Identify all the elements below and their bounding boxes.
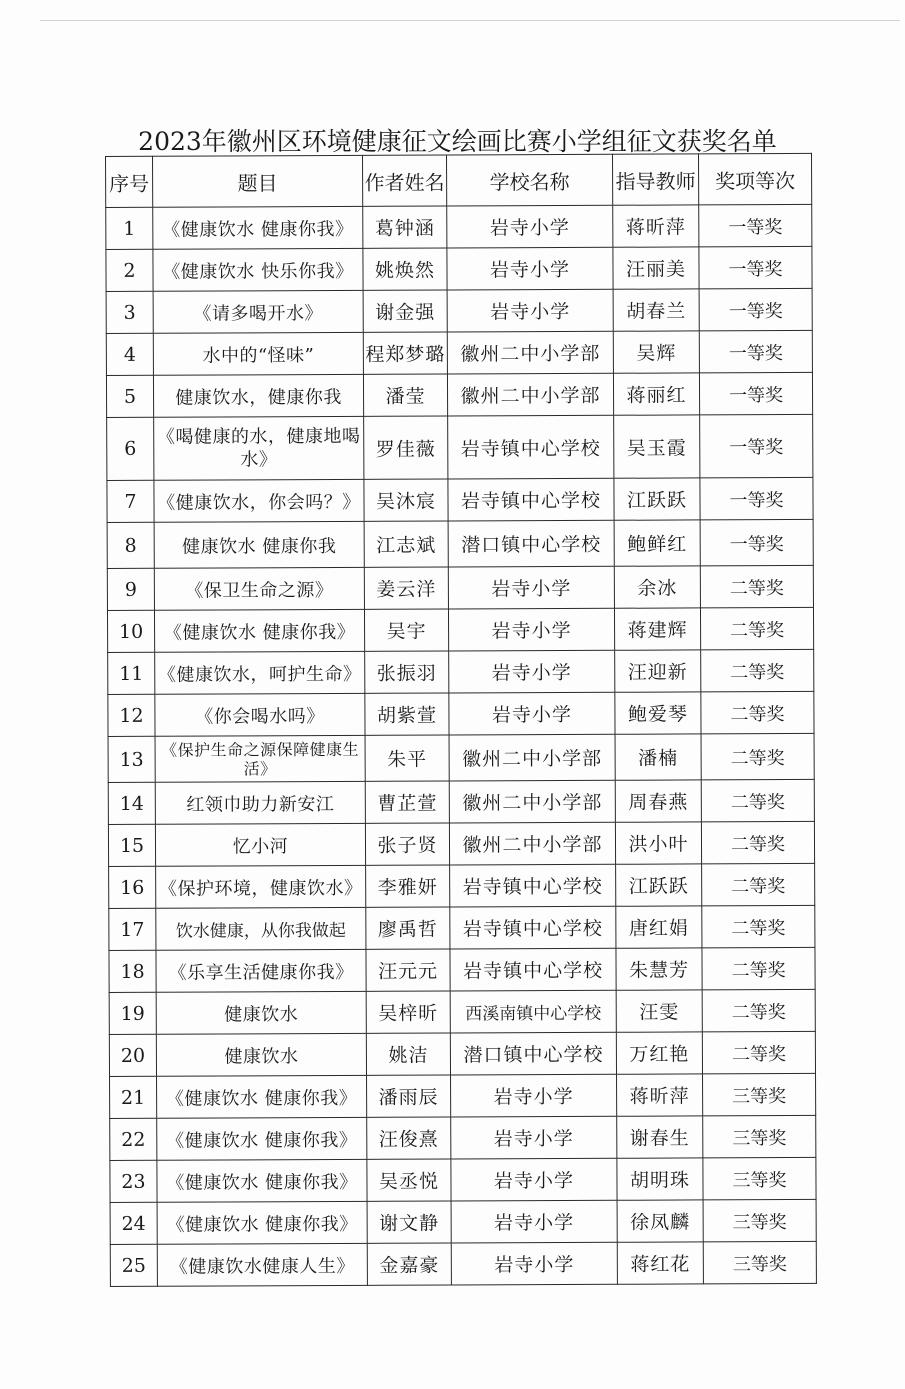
cell-author: 吴宇: [364, 609, 448, 651]
cell-teacher: 蒋建辉: [614, 608, 700, 650]
cell-topic: 《保护生命之源保障健康生活》: [155, 735, 365, 782]
table-row: [109, 947, 815, 992]
cell-topic: 健康饮水: [156, 991, 366, 1034]
header-author: 作者姓名: [362, 155, 446, 206]
header-school: 学校名称: [446, 154, 612, 206]
table-row: [107, 565, 813, 610]
cell-author: 罗佳薇: [364, 416, 448, 479]
cell-award: 一等奖: [700, 519, 813, 565]
table-row: [109, 863, 815, 908]
cell-seq: 9: [107, 568, 154, 610]
header-seq: 序号: [106, 156, 153, 207]
cell-school: 岩寺小学: [451, 1158, 617, 1201]
cell-topic: 红领巾助力新安江: [155, 781, 365, 824]
cell-author: 谢文静: [367, 1201, 451, 1243]
cell-seq: 13: [108, 736, 155, 782]
cell-seq: 24: [110, 1202, 157, 1244]
table-row: [110, 1241, 816, 1286]
cell-school: 岩寺小学: [451, 1116, 617, 1159]
table-row: [107, 414, 813, 480]
cell-author: 江志斌: [364, 521, 448, 567]
table-row: [106, 372, 812, 417]
cell-award: 三等奖: [703, 1073, 816, 1115]
cell-seq: 11: [108, 652, 155, 694]
cell-author: 姜云洋: [364, 567, 448, 609]
cell-author: 胡紫萱: [365, 693, 449, 735]
cell-award: 二等奖: [700, 565, 813, 607]
cell-seq: 1: [106, 207, 153, 249]
cell-topic: 《健康饮水，呵护生命》: [155, 651, 365, 694]
cell-topic: 《健康饮水 健康你我》: [157, 1075, 367, 1118]
cell-seq: 7: [107, 480, 154, 522]
table-row: [106, 330, 812, 375]
cell-school: 西溪南镇中心学校: [450, 990, 616, 1033]
cell-author: 汪元元: [366, 949, 450, 991]
cell-author: 谢金强: [363, 290, 447, 332]
cell-author: 李雅妍: [366, 865, 450, 907]
cell-seq: 8: [107, 522, 154, 568]
cell-teacher: 潘楠: [615, 734, 701, 780]
table-row: [108, 649, 814, 694]
cell-school: 岩寺小学: [447, 247, 613, 290]
cell-teacher: 徐凤麟: [617, 1200, 703, 1242]
table-row: [110, 1073, 816, 1118]
cell-seq: 15: [108, 824, 155, 866]
cell-award: 一等奖: [700, 414, 813, 477]
cell-school: 徽州二中小学部: [449, 780, 615, 823]
cell-topic: 《喝健康的水，健康地喝水》: [154, 416, 364, 480]
cell-school: 徽州二中小学部: [449, 822, 615, 865]
cell-award: 三等奖: [703, 1199, 816, 1241]
cell-author: 姚焕然: [363, 248, 447, 290]
cell-teacher: 鲍爱琴: [615, 692, 701, 734]
cell-teacher: 胡春兰: [613, 289, 699, 331]
scan-edge-line: [40, 20, 900, 21]
cell-award: 二等奖: [702, 947, 815, 989]
cell-seq: 17: [109, 908, 156, 950]
cell-topic: 《健康饮水 健康你我》: [157, 1159, 367, 1202]
table-header-row: [106, 153, 812, 207]
cell-teacher: 汪迎新: [615, 650, 701, 692]
cell-school: 岩寺镇中心学校: [450, 948, 616, 991]
cell-award: 二等奖: [702, 905, 815, 947]
cell-award: 二等奖: [702, 863, 815, 905]
cell-seq: 20: [109, 1034, 156, 1076]
header-award: 奖项等次: [698, 153, 811, 204]
cell-teacher: 吴辉: [613, 331, 699, 373]
cell-seq: 25: [110, 1244, 157, 1286]
cell-teacher: 汪丽美: [613, 247, 699, 289]
table-row: [109, 1031, 815, 1076]
table-row: [109, 989, 815, 1034]
cell-seq: 14: [108, 782, 155, 824]
cell-teacher: 汪雯: [616, 990, 702, 1032]
cell-seq: 12: [108, 694, 155, 736]
cell-seq: 18: [109, 950, 156, 992]
cell-author: 潘莹: [363, 374, 447, 416]
cell-school: 岩寺小学: [451, 1242, 617, 1285]
cell-award: 一等奖: [699, 288, 812, 330]
cell-award: 二等奖: [701, 821, 814, 863]
cell-author: 姚洁: [366, 1033, 450, 1075]
cell-school: 徽州二中小学部: [447, 331, 613, 374]
cell-author: 张振羽: [365, 651, 449, 693]
cell-award: 三等奖: [703, 1157, 816, 1199]
cell-teacher: 蒋昕萍: [617, 1074, 703, 1116]
cell-school: 徽州二中小学部: [449, 734, 615, 781]
cell-teacher: 吴玉霞: [614, 415, 700, 478]
cell-topic: 《保卫生命之源》: [154, 567, 364, 610]
cell-award: 二等奖: [701, 649, 814, 691]
cell-school: 岩寺小学: [451, 1074, 617, 1117]
cell-teacher: 蒋红花: [617, 1242, 703, 1284]
table-row: [110, 1157, 816, 1202]
cell-topic: 健康饮水 健康你我: [154, 521, 364, 568]
table-row: [108, 821, 814, 866]
cell-author: 张子贤: [365, 823, 449, 865]
cell-school: 岩寺镇中心学校: [450, 906, 616, 949]
cell-author: 潘雨辰: [367, 1075, 451, 1117]
cell-topic: 水中的“怪味”: [153, 332, 363, 375]
cell-teacher: 万红艳: [616, 1032, 702, 1074]
cell-teacher: 蒋昕萍: [613, 205, 699, 247]
cell-school: 岩寺小学: [447, 205, 613, 248]
cell-topic: 《健康饮水 健康你我》: [153, 206, 363, 249]
cell-topic: 《健康饮水健康人生》: [157, 1243, 367, 1286]
cell-author: 吴丞悦: [367, 1159, 451, 1201]
cell-award: 一等奖: [699, 330, 812, 372]
cell-award: 一等奖: [699, 372, 812, 414]
table-row: [107, 477, 813, 522]
cell-author: 葛钟涵: [363, 206, 447, 248]
cell-teacher: 蒋丽红: [613, 373, 699, 415]
cell-teacher: 余冰: [614, 566, 700, 608]
cell-award: 二等奖: [700, 607, 813, 649]
cell-school: 岩寺镇中心学校: [448, 478, 614, 521]
cell-topic: 《健康饮水 健康你我》: [157, 1201, 367, 1244]
cell-topic: 饮水健康，从你我做起: [156, 907, 366, 950]
cell-author: 汪俊熹: [367, 1117, 451, 1159]
cell-award: 二等奖: [701, 779, 814, 821]
cell-teacher: 洪小叶: [615, 822, 701, 864]
cell-school: 岩寺小学: [447, 289, 613, 332]
cell-school: 岩寺小学: [448, 608, 614, 651]
table-row: [110, 1115, 816, 1160]
cell-award: 一等奖: [700, 477, 813, 519]
header-teacher: 指导教师: [612, 154, 698, 205]
awards-table: [105, 153, 817, 1287]
cell-teacher: 胡明珠: [617, 1158, 703, 1200]
cell-school: 潜口镇中心学校: [450, 1032, 616, 1075]
cell-award: 一等奖: [699, 204, 812, 246]
cell-topic: 《乐享生活健康你我》: [156, 949, 366, 992]
cell-topic: 《健康饮水 健康你我》: [154, 609, 364, 652]
cell-seq: 5: [106, 375, 153, 417]
cell-topic: 健康饮水，健康你我: [153, 374, 363, 417]
cell-teacher: 谢春生: [617, 1116, 703, 1158]
table-row: [108, 779, 814, 824]
table-row: [108, 691, 814, 736]
table-row: [106, 246, 812, 291]
cell-seq: 6: [107, 417, 154, 480]
cell-award: 二等奖: [701, 691, 814, 733]
cell-seq: 10: [107, 610, 154, 652]
cell-teacher: 江跃跃: [614, 478, 700, 520]
cell-award: 二等奖: [701, 733, 814, 779]
header-topic: 题目: [153, 155, 363, 207]
cell-topic: 《保护环境，健康饮水》: [156, 865, 366, 908]
cell-school: 岩寺小学: [449, 692, 615, 735]
table-row: [108, 733, 814, 782]
cell-teacher: 唐红娟: [616, 906, 702, 948]
cell-seq: 23: [110, 1160, 157, 1202]
cell-topic: 《健康饮水，你会吗？》: [154, 479, 364, 522]
cell-teacher: 周春燕: [615, 780, 701, 822]
cell-school: 潜口镇中心学校: [448, 520, 614, 567]
cell-award: 三等奖: [703, 1115, 816, 1157]
table-row: [110, 1199, 816, 1244]
cell-school: 徽州二中小学部: [447, 373, 613, 416]
cell-topic: 《健康饮水 健康你我》: [157, 1117, 367, 1160]
cell-teacher: 江跃跃: [616, 864, 702, 906]
cell-school: 岩寺镇中心学校: [450, 864, 616, 907]
cell-topic: 《健康饮水 快乐你我》: [153, 248, 363, 291]
cell-school: 岩寺镇中心学校: [448, 415, 614, 479]
cell-topic: 《你会喝水吗》: [155, 693, 365, 736]
cell-seq: 3: [106, 291, 153, 333]
cell-school: 岩寺小学: [451, 1200, 617, 1243]
cell-topic: 《请多喝开水》: [153, 290, 363, 333]
cell-teacher: 鲍鲜红: [614, 520, 700, 566]
cell-author: 吴梓昕: [366, 991, 450, 1033]
document-title: 2023年徽州区环境健康征文绘画比赛小学组征文获奖名单: [138, 127, 777, 156]
cell-author: 程郑梦璐: [363, 332, 447, 374]
cell-author: 朱平: [365, 735, 449, 781]
cell-author: 廖禹哲: [366, 907, 450, 949]
cell-seq: 16: [109, 866, 156, 908]
cell-seq: 19: [109, 992, 156, 1034]
table-row: [106, 288, 812, 333]
cell-school: 岩寺小学: [448, 566, 614, 609]
cell-award: 二等奖: [702, 1031, 815, 1073]
table-row: [106, 204, 812, 249]
cell-seq: 4: [106, 333, 153, 375]
table-row: [107, 607, 813, 652]
table-row: [107, 519, 813, 568]
cell-school: 岩寺小学: [449, 650, 615, 693]
cell-award: 二等奖: [702, 989, 815, 1031]
cell-author: 曹芷萱: [365, 781, 449, 823]
cell-seq: 2: [106, 249, 153, 291]
cell-award: 一等奖: [699, 246, 812, 288]
cell-topic: 忆小河: [155, 823, 365, 866]
cell-author: 吴沐宸: [364, 479, 448, 521]
cell-seq: 22: [110, 1118, 157, 1160]
cell-author: 金嘉豪: [367, 1243, 451, 1285]
table-row: [109, 905, 815, 950]
cell-topic: 健康饮水: [156, 1033, 366, 1076]
cell-award: 三等奖: [703, 1241, 816, 1283]
cell-seq: 21: [110, 1076, 157, 1118]
cell-teacher: 朱慧芳: [616, 948, 702, 990]
